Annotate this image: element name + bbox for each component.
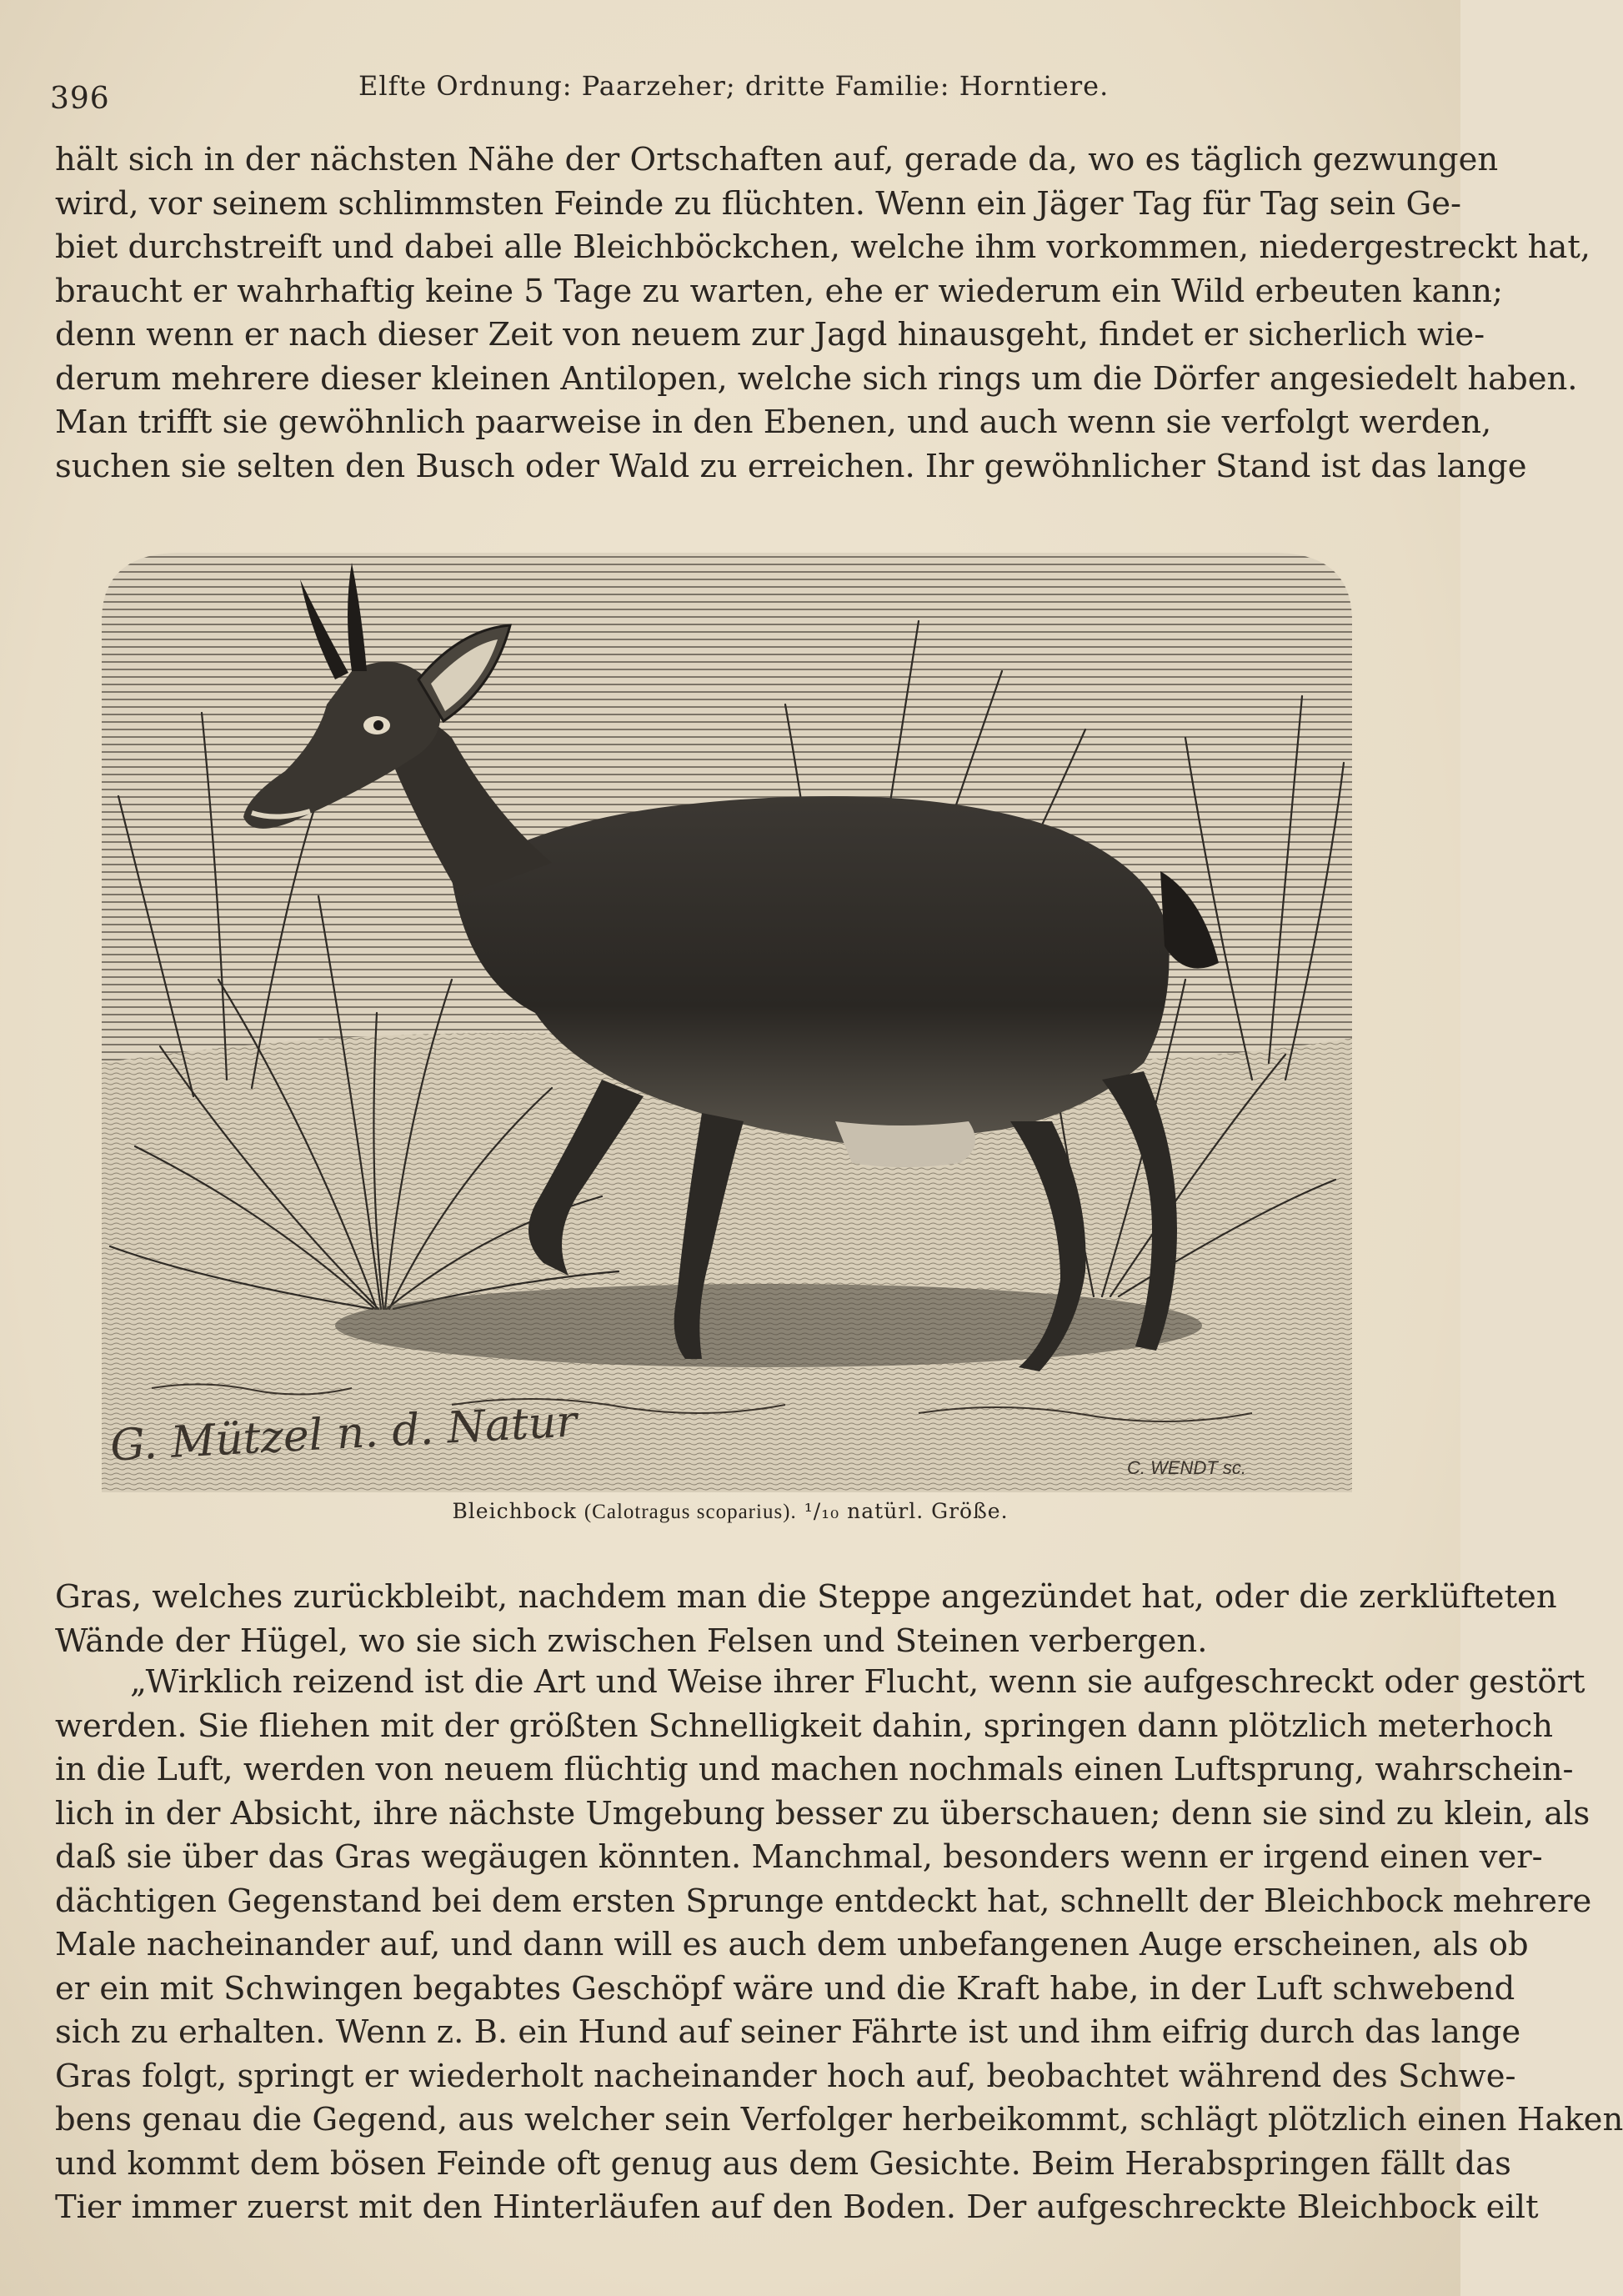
text-line: dächtigen Gegenstand bei dem ersten Sprunge entdeckt hat, schnellt der Bleichbock mehrere [55, 1882, 1592, 1920]
text-line: Gras, welches zurückbleibt, nachdem man die Steppe angezündet hat, oder die zerklüfteten [55, 1578, 1557, 1616]
text-line: braucht er wahrhaftig keine 5 Tage zu warten, ehe er wiederum ein Wild erbeuten kann; [55, 272, 1504, 310]
caption-species: Bleichbock [452, 1499, 577, 1523]
figure-caption [0, 1499, 1460, 1524]
text-line: denn wenn er nach dieser Zeit von neuem zur Jagd hinausgeht, findet er sicherlich wie- [55, 316, 1485, 353]
artist-signature: G. Mützel n. d. Natur [108, 1396, 579, 1471]
text-line: sich zu erhalten. Wenn z. B. ein Hund auf seiner Fährte ist und ihm eifrig durch das lange [55, 2013, 1521, 2051]
text-line: Male nacheinander auf, und dann will es auch dem unbefangenen Auge erscheinen, als ob [55, 1926, 1529, 1963]
text-line: Gras folgt, springt er wiederholt nacheinander hoch auf, beobachtet während des Schwe- [55, 2057, 1516, 2095]
paragraph-2 [55, 1576, 1557, 1663]
caption-scale: ¹/₁₀ natürl. Größe. [804, 1499, 1009, 1523]
text-line: und kommt dem bösen Feinde oft genug aus dem Gesichte. Beim Herabspringen fällt das [55, 2144, 1511, 2183]
paragraph-1 [55, 138, 1591, 489]
engraver-signature: C. WENDT sc. [1127, 1457, 1246, 1478]
text-line: lich in der Absicht, ihre nächste Umgebung besser zu überschauen; denn sie sind zu klein, als [55, 1794, 1590, 1832]
text-line: bens genau die Gegend, aus welcher sein Verfolger herbeikommt, schlägt plötzlich einen Haken [55, 2101, 1623, 2138]
text-line: biet durchstreift und dabei alle Bleichböckchen, welche ihm vorkommen, niedergestreckt hat, [55, 228, 1591, 266]
page-number: 396 [50, 82, 110, 116]
text-line: derum mehrere dieser kleinen Antilopen, welche sich rings um die Dörfer angesiedelt haben. [55, 359, 1578, 398]
text-line: werden. Sie fliehen mit der größten Schnelligkeit dahin, springen dann plötzlich meterhoch [55, 1707, 1553, 1745]
running-title: Elfte Ordnung: Paarzeher; dritte Familie: Horntiere. [358, 70, 1110, 102]
text-line: er ein mit Schwingen begabtes Geschöpf wäre und die Kraft habe, in der Luft schwebend [55, 1969, 1515, 2008]
text-line: suchen sie selten den Busch oder Wald zu erreichen. Ihr gewöhnlicher Stand ist das lange [55, 447, 1527, 485]
text-line: wird, vor seinem schlimmsten Feinde zu flüchten. Wenn ein Jäger Tag für Tag sein Ge- [55, 184, 1462, 223]
antelope-illustration [102, 546, 1352, 1492]
text-line: Man trifft sie gewöhnlich paarweise in den Ebenen, und auch wenn sie verfolgt werden, [55, 404, 1492, 441]
text-line: „Wirklich reizend ist die Art und Weise ihrer Flucht, wenn sie aufgeschreckt oder gestört [130, 1663, 1585, 1701]
text-line: hält sich in der nächsten Nähe der Ortschaften auf, gerade da, wo es täglich gezwungen [55, 141, 1499, 178]
text-line: Tier immer zuerst mit den Hinterläufen auf den Boden. Der aufgeschreckte Bleichbock eilt [55, 2188, 1539, 2226]
running-head [50, 67, 1400, 117]
paragraph-3 [55, 1661, 1623, 2230]
text-line: in die Luft, werden von neuem flüchtig und machen nochmals einen Luftsprung, wahrschein- [55, 1751, 1574, 1788]
text-line: daß sie über das Gras wegäugen könnten. Manchmal, besonders wenn er irgend einen ver- [55, 1838, 1543, 1876]
caption-latin: (Calotragus scoparius). [584, 1501, 797, 1523]
text-line: Wände der Hügel, wo sie sich zwischen Felsen und Steinen verbergen. [55, 1622, 1208, 1660]
